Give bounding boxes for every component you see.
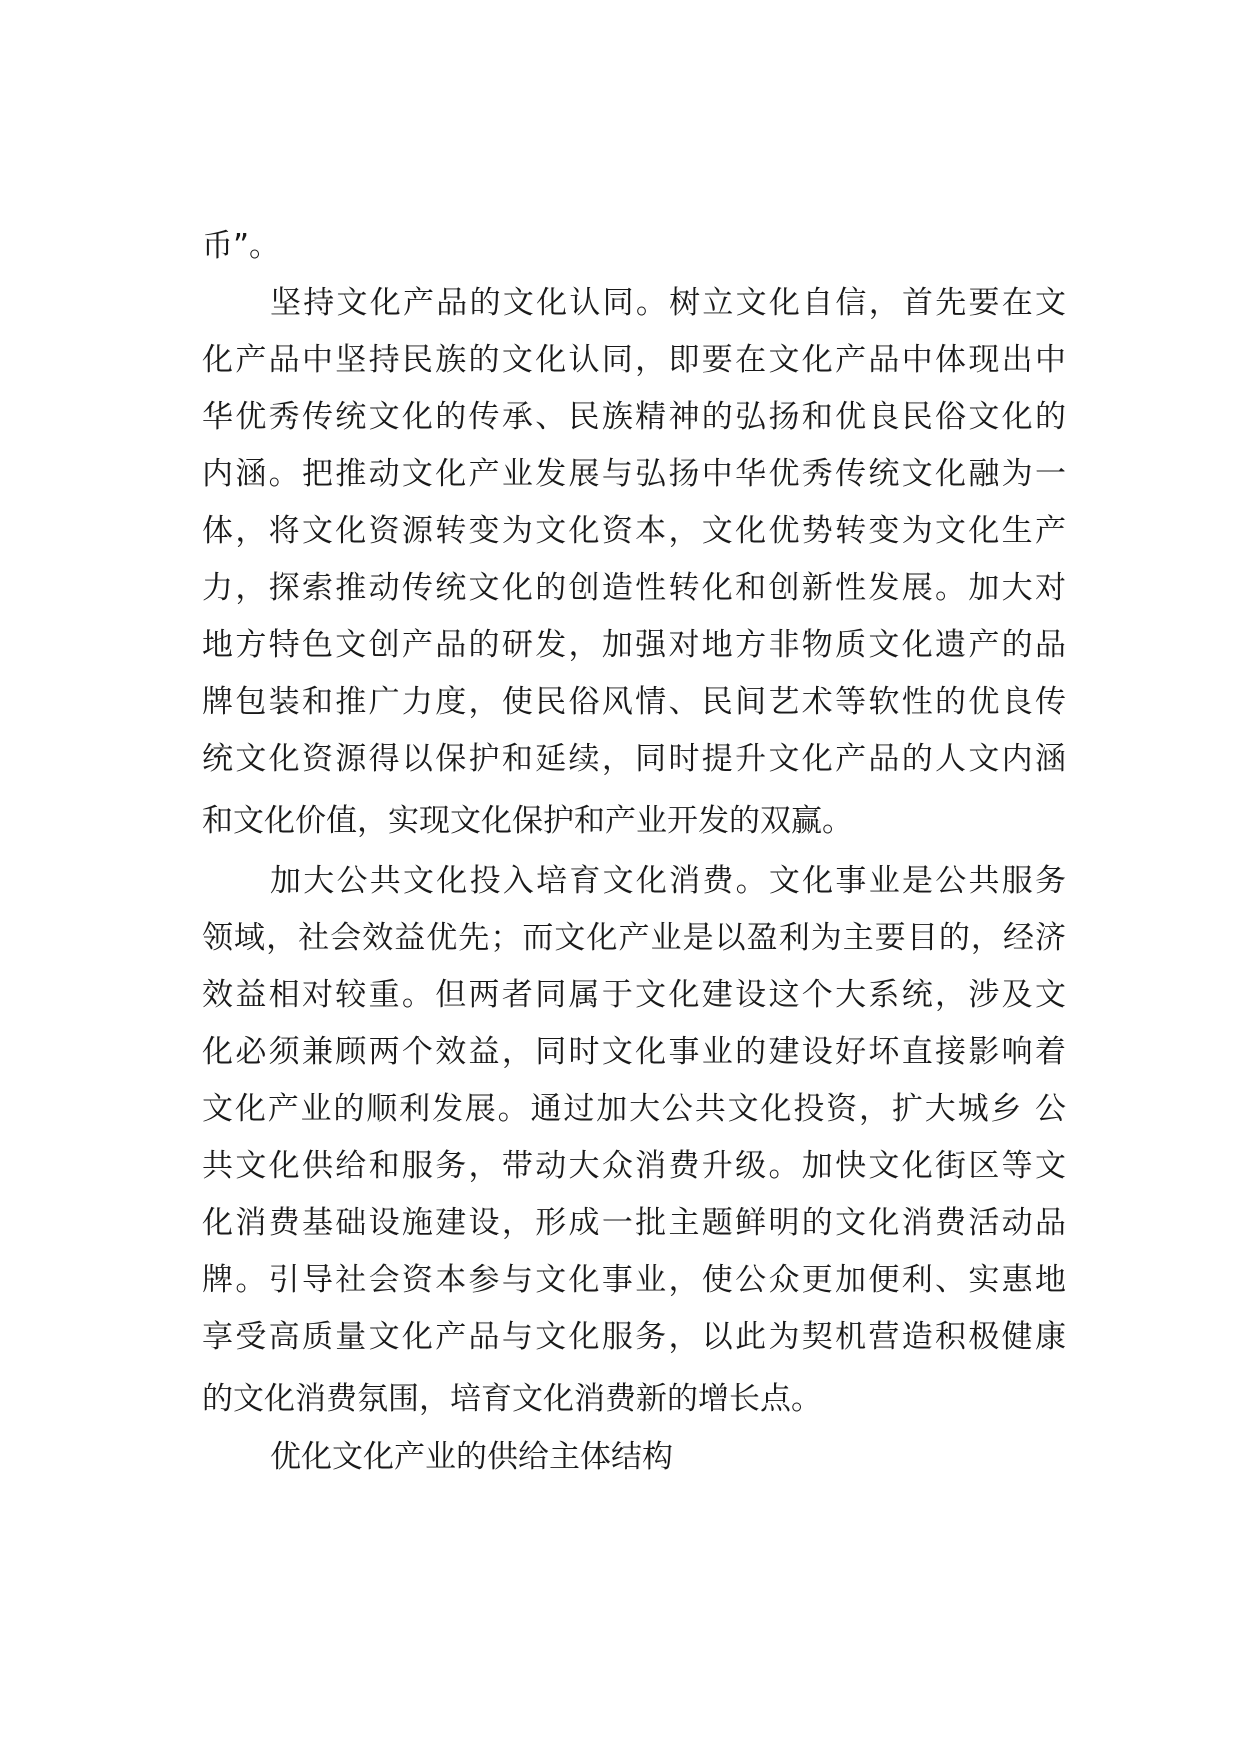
paragraph-2-line-5: 体，将文化资源转变为文化资本，文化优势转变为文化生产: [202, 513, 1066, 549]
paragraph-2-line-9: 统文化资源得以保护和延续，同时提升文化产品的人文内涵: [202, 741, 1066, 777]
paragraph-2-line-1: 坚持文化产品的文化认同。树立文化自信，首先要在文: [270, 285, 1066, 321]
paragraph-2-line-3: 华优秀传统文化的传承、民族精神的弘扬和优良民俗文化的: [202, 399, 1066, 435]
paragraph-3-line-1: 加大公共文化投入培育文化消费。文化事业是公共服务: [270, 863, 1066, 899]
paragraph-2-line-10: 和文化价值，实现文化保护和产业开发的双赢。: [202, 803, 853, 839]
paragraph-1-line-1: 币”。: [202, 228, 281, 264]
paragraph-3-line-10: 的文化消费氛围，培育文化消费新的增长点。: [202, 1381, 822, 1417]
paragraph-2-line-8: 牌包装和推广力度，使民俗风情、民间艺术等软性的优良传: [202, 684, 1066, 720]
paragraph-2-line-2: 化产品中坚持民族的文化认同，即要在文化产品中体现出中: [202, 342, 1066, 378]
paragraph-3-line-6: 共文化供给和服务，带动大众消费升级。加快文化街区等文: [202, 1148, 1066, 1184]
paragraph-3-line-8: 牌。引导社会资本参与文化事业，使公众更加便利、实惠地: [202, 1262, 1066, 1298]
paragraph-3-line-9: 享受高质量文化产品与文化服务，以此为契机营造积极健康: [202, 1319, 1066, 1355]
paragraph-3-line-5: 文化产业的顺利发展。通过加大公共文化投资，扩大城乡 公: [202, 1091, 1066, 1127]
paragraph-3-line-7: 化消费基础设施建设，形成一批主题鲜明的文化消费活动品: [202, 1205, 1066, 1241]
paragraph-2-line-6: 力，探索推动传统文化的创造性转化和创新性发展。加大对: [202, 570, 1066, 606]
paragraph-2-line-7: 地方特色文创产品的研发，加强对地方非物质文化遗产的品: [202, 627, 1066, 663]
paragraph-3-line-4: 化必须兼顾两个效益，同时文化事业的建设好坏直接影响着: [202, 1034, 1066, 1070]
paragraph-2-line-4: 内涵。把推动文化产业发展与弘扬中华优秀传统文化融为一: [202, 456, 1066, 492]
document-page: [202, 0, 1066, 1754]
section-heading: 优化文化产业的供给主体结构: [270, 1439, 673, 1475]
paragraph-3-line-2: 领域，社会效益优先；而文化产业是以盈利为主要目的，经济: [202, 920, 1066, 956]
paragraph-3-line-3: 效益相对较重。但两者同属于文化建设这个大系统，涉及文: [202, 977, 1066, 1013]
